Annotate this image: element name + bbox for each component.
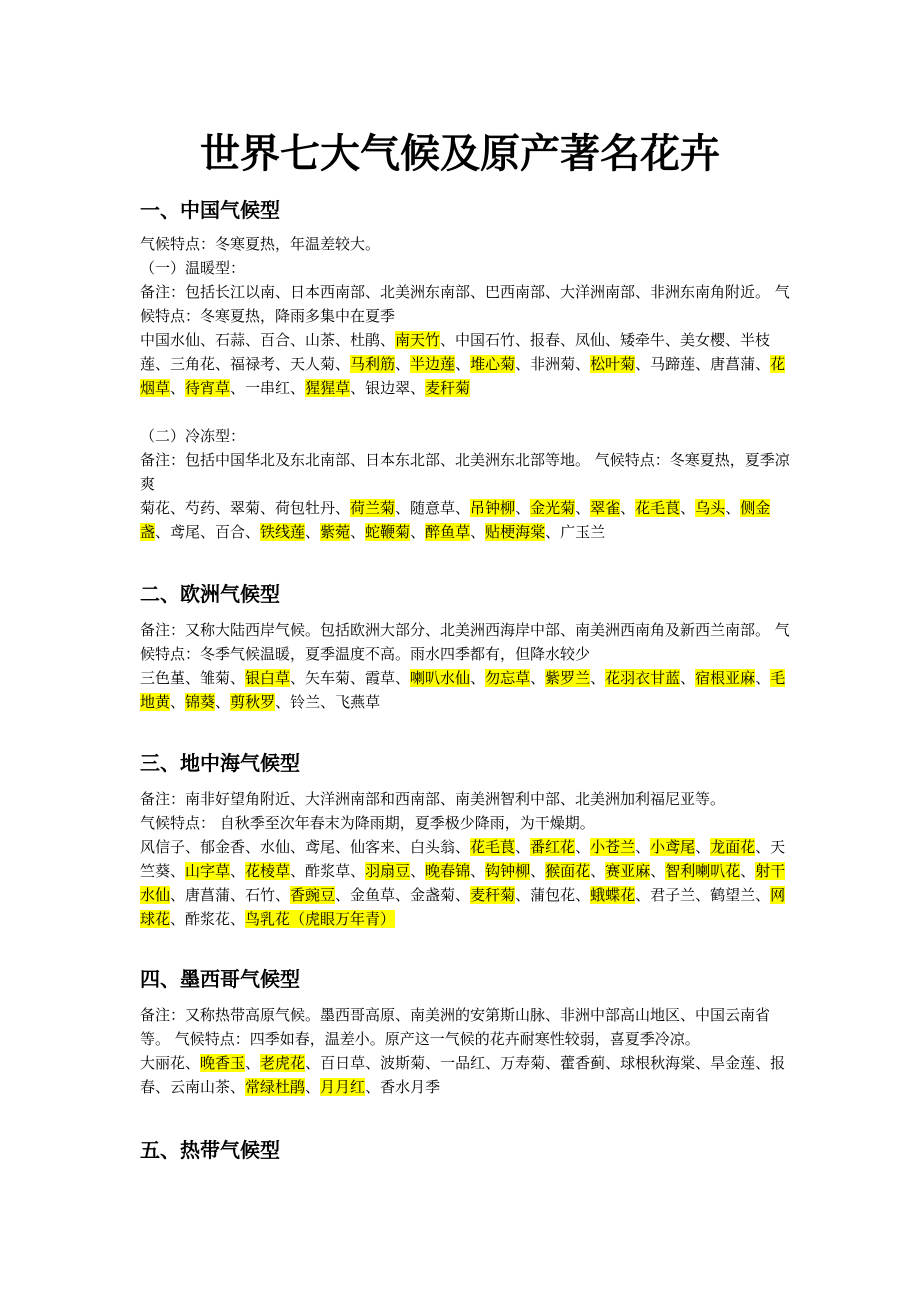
text-run: 菊花、芍药、翠菊、荷包牡丹、 — [140, 499, 351, 517]
highlighted-flower-name: 晚香玉 — [200, 1054, 246, 1072]
highlighted-flower-name: 射干水仙 — [140, 862, 786, 904]
highlighted-flower-name: 紫菀 — [320, 523, 351, 541]
text-run: 大丽花、 — [140, 1054, 201, 1072]
text-run: 、唐菖蒲、石竹、 — [170, 886, 291, 904]
highlighted-flower-name: 堆心菊 — [470, 355, 516, 373]
text-run: 、 — [470, 862, 486, 880]
text-run: 气候特点： 自秋季至次年春末为降雨期，夏季极少降雨，为干燥期。 — [140, 814, 595, 832]
text-run: 、铃兰、飞燕草 — [275, 693, 381, 711]
section-body — [140, 232, 790, 544]
text-run: 、 — [680, 669, 696, 687]
highlighted-flower-name: 猩猩草 — [305, 379, 351, 397]
section-body — [140, 787, 790, 931]
highlighted-flower-name: 蛾蝶花 — [590, 886, 636, 904]
text-run: 、 — [305, 1078, 321, 1096]
section-heading: 四、墨西哥气候型 — [140, 967, 300, 991]
text-run: 、金鱼草、金盏菊、 — [335, 886, 471, 904]
highlighted-flower-name: 松叶菊 — [590, 355, 636, 373]
section-heading: 五、热带气候型 — [140, 1138, 280, 1162]
text-run: 三色堇、雏菊、 — [140, 669, 246, 687]
highlighted-flower-name: 鸟乳花（虎眼万年青） — [245, 910, 396, 928]
highlighted-flower-name: 宿根亚麻 — [695, 669, 756, 687]
text-run: 风信子、郁金香、水仙、鸢尾、仙客来、白头翁、 — [140, 838, 471, 856]
highlighted-flower-name: 毛地黄 — [140, 669, 786, 711]
highlighted-flower-name: 翠雀 — [590, 499, 621, 517]
text-run: 、 — [635, 838, 651, 856]
text-run: 、君子兰、鹤望兰、 — [635, 886, 771, 904]
text-run: 备注：包括长江以南、日本西南部、北美洲东南部、巴西南部、大洋洲南部、非洲东南角附近。 气候特点：冬寒夏热，降雨多集中在夏季 — [140, 283, 790, 325]
highlighted-flower-name: 勿忘草 — [485, 669, 531, 687]
highlighted-flower-name: 铁线莲 — [260, 523, 306, 541]
text-run: 、 — [530, 862, 546, 880]
text-run: 、随意草、 — [395, 499, 471, 517]
highlighted-flower-name: 香豌豆 — [290, 886, 336, 904]
text-run: 、鸢尾、百合、 — [155, 523, 261, 541]
highlighted-flower-name: 乌头 — [695, 499, 726, 517]
highlighted-flower-name: 银白草 — [245, 669, 291, 687]
text-run: 、 — [755, 669, 771, 687]
paragraph — [140, 256, 790, 280]
highlighted-flower-name: 花毛茛 — [470, 838, 516, 856]
highlighted-flower-name: 麦秆菊 — [470, 886, 516, 904]
text-run: 、 — [455, 355, 471, 373]
text-run: 、 — [350, 523, 366, 541]
text-run: 、非洲菊、 — [515, 355, 591, 373]
highlighted-flower-name: 花棱草 — [245, 862, 291, 880]
highlighted-flower-name: 月月红 — [320, 1078, 366, 1096]
highlighted-flower-name: 猴面花 — [545, 862, 591, 880]
highlighted-flower-name: 蛇鞭菊 — [365, 523, 411, 541]
highlighted-flower-name: 小鸢尾 — [650, 838, 696, 856]
paragraph — [140, 328, 790, 400]
paragraph — [140, 835, 790, 931]
text-run: 、蒲包花、 — [515, 886, 591, 904]
text-run: 备注：又称热带高原气候。墨西哥高原、南美洲的安第斯山脉、非洲中部高山地区、中国云南省等。 气候特点：四季如春，温差小。原产这一气候的花卉耐寒性较弱，喜夏季冷凉。 — [140, 1006, 771, 1048]
paragraph — [140, 666, 790, 714]
text-run: 、 — [590, 669, 606, 687]
text-run: 备注：包括中国华北及东北南部、日本东北部、北美洲东北部等地。 气候特点：冬寒夏热，夏季凉爽 — [140, 451, 790, 493]
text-run: 、矢车菊、霞草、 — [290, 669, 411, 687]
text-run: 气候特点：冬寒夏热，年温差较大。 — [140, 235, 381, 253]
text-run: 、 — [695, 838, 711, 856]
section-heading: 三、地中海气候型 — [140, 751, 300, 775]
highlighted-flower-name: 赛亚麻 — [605, 862, 651, 880]
highlighted-flower-name: 钩钟柳 — [485, 862, 531, 880]
section-heading: 一、中国气候型 — [140, 198, 280, 222]
highlighted-flower-name: 马利筋 — [350, 355, 396, 373]
text-run: 、 — [740, 862, 756, 880]
text-run: 、马蹄莲、唐菖蒲、 — [635, 355, 771, 373]
highlighted-flower-name: 晚春锦 — [425, 862, 471, 880]
highlighted-flower-name: 小苍兰 — [590, 838, 636, 856]
highlighted-flower-name: 老虎花 — [260, 1054, 306, 1072]
text-run: 、天竺葵、 — [140, 838, 786, 880]
highlighted-flower-name: 花羽衣甘蓝 — [605, 669, 681, 687]
highlighted-flower-name: 贴梗海棠 — [485, 523, 546, 541]
highlighted-flower-name: 紫罗兰 — [545, 669, 591, 687]
paragraph — [140, 448, 790, 496]
text-run: 、 — [245, 1054, 261, 1072]
text-run: （二）冷冻型： — [140, 427, 246, 445]
highlighted-flower-name: 智利喇叭花 — [665, 862, 741, 880]
text-run: 、 — [395, 355, 411, 373]
text-run: 、中国石竹、报春、凤仙、矮牵牛、美女樱、半枝莲、三角花、福禄考、天人菊、 — [140, 331, 771, 373]
highlighted-flower-name: 羽扇豆 — [365, 862, 411, 880]
highlighted-flower-name: 南天竹 — [395, 331, 441, 349]
highlighted-flower-name: 锦葵 — [185, 693, 216, 711]
text-run: 备注：南非好望角附近、大洋洲南部和西南部、南美洲智利中部、北美洲加利福尼亚等。 — [140, 790, 726, 808]
text-run: 、 — [305, 523, 321, 541]
text-run: 备注：又称大陆西岸气候。包括欧洲大部分、北美洲西海岸中部、南美洲西南角及新西兰南部。 气候特点：冬季气候温暖，夏季温度不高。雨水四季都有，但降水较少 — [140, 621, 790, 663]
highlighted-flower-name: 龙面花 — [710, 838, 756, 856]
paragraph — [140, 280, 790, 328]
text-run: 、一串红、 — [230, 379, 306, 397]
paragraph — [140, 424, 790, 448]
paragraph-spacer — [140, 400, 790, 424]
text-run: 、百日草、波斯菊、一品红、万寿菊、藿香蓟、球根秋海棠、旱金莲、报春、云南山茶、 — [140, 1054, 786, 1096]
highlighted-flower-name: 金光菊 — [530, 499, 576, 517]
highlighted-flower-name: 花烟草 — [140, 355, 786, 397]
highlighted-flower-name: 网球花 — [140, 886, 786, 928]
paragraph — [140, 787, 790, 811]
highlighted-flower-name: 侧金盏 — [140, 499, 771, 541]
highlighted-flower-name: 待宵草 — [185, 379, 231, 397]
text-run: 、酢浆草、 — [290, 862, 366, 880]
paragraph — [140, 496, 790, 544]
text-run: 、 — [170, 379, 186, 397]
text-run: （一）温暖型： — [140, 259, 246, 277]
section-body — [140, 1003, 790, 1099]
paragraph — [140, 1003, 790, 1051]
text-run: 、 — [650, 862, 666, 880]
text-run: 、 — [530, 669, 546, 687]
text-run: 中国水仙、石蒜、百合、山茶、杜鹃、 — [140, 331, 396, 349]
section-body — [140, 618, 790, 714]
paragraph — [140, 811, 790, 835]
text-run: 、广玉兰 — [545, 523, 606, 541]
text-run: 、 — [575, 499, 591, 517]
text-run: 、香水月季 — [365, 1078, 441, 1096]
text-run: 、 — [410, 523, 426, 541]
text-run: 、 — [680, 499, 696, 517]
highlighted-flower-name: 麦秆菊 — [425, 379, 471, 397]
paragraph — [140, 618, 790, 666]
highlighted-flower-name: 喇叭水仙 — [410, 669, 471, 687]
text-run: 、 — [470, 523, 486, 541]
document-title: 世界七大气候及原产著名花卉 — [200, 131, 720, 177]
highlighted-flower-name: 半边莲 — [410, 355, 456, 373]
text-run: 、 — [575, 838, 591, 856]
text-run: 、 — [230, 862, 246, 880]
text-run: 、 — [515, 838, 531, 856]
highlighted-flower-name: 番红花 — [530, 838, 576, 856]
highlighted-flower-name: 吊钟柳 — [470, 499, 516, 517]
text-run: 、 — [620, 499, 636, 517]
text-run: 、酢浆花、 — [170, 910, 246, 928]
paragraph — [140, 1051, 790, 1099]
text-run: 、 — [170, 693, 186, 711]
text-run: 、 — [590, 862, 606, 880]
text-run: 、 — [410, 862, 426, 880]
highlighted-flower-name: 常绿杜鹃 — [245, 1078, 306, 1096]
text-run: 、 — [725, 499, 741, 517]
text-run: 、银边翠、 — [350, 379, 426, 397]
text-run: 、 — [470, 669, 486, 687]
highlighted-flower-name: 剪秋罗 — [230, 693, 276, 711]
highlighted-flower-name: 荷兰菊 — [350, 499, 396, 517]
section-heading: 二、欧洲气候型 — [140, 582, 280, 606]
text-run: 、 — [515, 499, 531, 517]
highlighted-flower-name: 花毛茛 — [635, 499, 681, 517]
text-run: 、 — [215, 693, 231, 711]
highlighted-flower-name: 醉鱼草 — [425, 523, 471, 541]
paragraph — [140, 232, 790, 256]
highlighted-flower-name: 山字草 — [185, 862, 231, 880]
